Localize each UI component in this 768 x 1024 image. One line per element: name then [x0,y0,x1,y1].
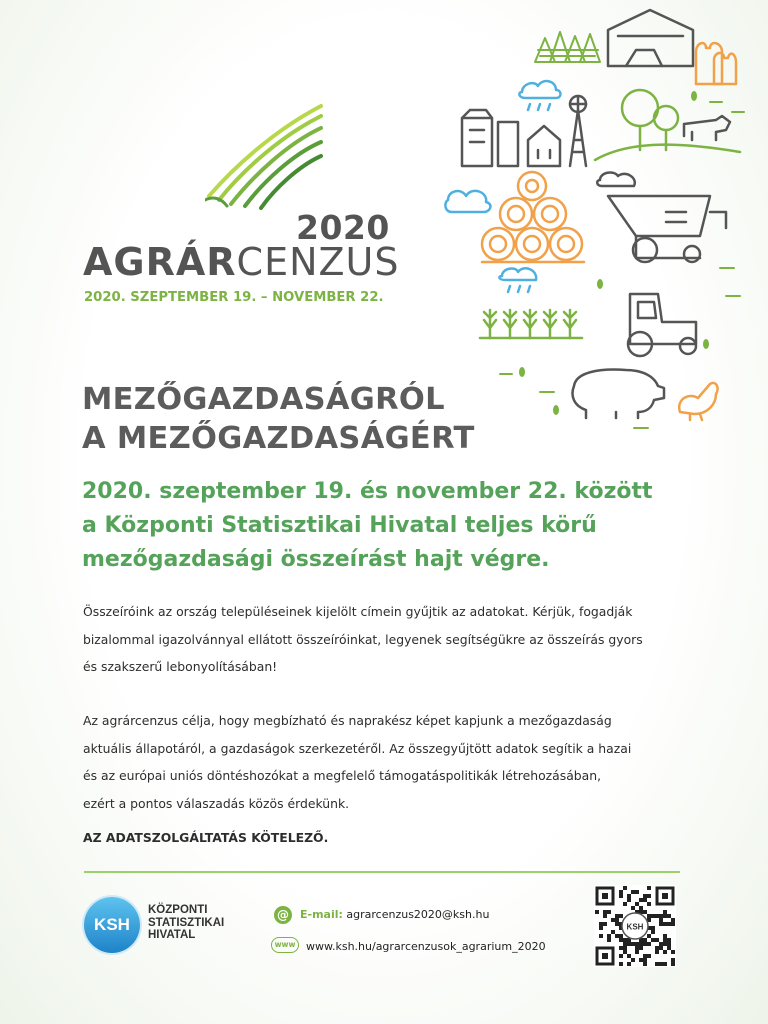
combine-harvester-icon [608,196,726,262]
chicken-icon [679,383,717,420]
logo-title-bold: AGRÁR [83,240,237,284]
cloud-rain-icon-2 [499,268,536,292]
ksh-logo-text: KSH [94,915,130,934]
logo-title-light: CENZUS [236,240,400,284]
silo-icon [462,110,518,166]
pig-icon [573,370,665,418]
qr-code-icon[interactable] [594,885,676,967]
paragraph-line: ezért a pontos válaszadás közös érdekünk. [83,795,350,811]
email-label: E-mail: [300,908,343,921]
subheadline-line-2: a Központi Statisztikai Hivatal teljes körű [82,513,597,538]
body-paragraph-2 [83,707,683,817]
windmill-icon [570,96,586,166]
orchard-icon [595,90,740,160]
email-link[interactable]: agrarcenzus2020@ksh.hu [346,908,490,921]
subheadline-line-1: 2020. szeptember 19. és november 22. között [82,479,653,504]
farm-illustration [440,0,768,440]
footer-divider [84,871,680,873]
trees-icon [535,32,600,62]
barn-icon [608,10,693,66]
logo-dates: 2020. SZEPTEMBER 19. – NOVEMBER 22. [84,290,384,305]
paragraph-line: és az európai uniós döntéshozókat a megfelelő támogatáspolitikák létrehozásában, [83,768,602,783]
headline-line-2: A MEZŐGAZDASÁGÉRT [82,421,475,456]
ksh-name-line: HIVATAL [148,929,196,941]
email-icon: @ [274,906,292,924]
grain-bags-icon [696,43,736,84]
logo-title [83,240,399,284]
logo-waves-icon [205,100,325,210]
ksh-name [148,904,224,942]
headline-line-1: MEZŐGAZDASÁGRÓL [82,382,445,417]
paragraph-line: és szakszerű lebonyolításában! [83,659,278,674]
house-icon [528,126,560,166]
mandatory-notice: AZ ADATSZOLGÁLTATÁS KÖTELEZŐ. [83,830,329,845]
logo-year: 2020 [296,208,390,247]
ksh-name-line: KÖZPONTI [148,904,208,916]
body-paragraph-1 [83,598,683,681]
hay-bales-icon [482,172,584,262]
cloud-rain-icon [519,81,560,110]
headline [82,380,475,458]
subheadline-line-3: mezőgazdasági összeírást hajt végre. [82,547,550,572]
tractor-icon [628,294,696,356]
qr-badge-text: KSH [626,922,644,932]
paragraph-line: aktuális állapotáról, a gazdaságok szerkezetéről. Az összegyűjtött adatok segítik a hazai [83,740,632,756]
website-link[interactable]: www.ksh.hu/agrarcenzusok_agrarium_2020 [306,940,546,953]
cow-icon [684,116,730,140]
paragraph-line: bizalommal igazolvánnyal ellátott összeíróinkat, legyenek segítségükre az összeírás gyors [83,631,643,647]
subheadline [82,475,653,577]
paragraph-line: Az agrárcenzus célja, hogy megbízható és naprakész képet kapjunk a mezőgazdaság [83,713,612,728]
ksh-logo[interactable] [84,897,140,953]
cloud-icon [445,191,490,212]
email-row [300,908,489,921]
paragraph-line: Összeíróink az ország településeinek kijelölt címein gyűjtik az adatokat. Kérjük, fogadják [83,604,633,619]
corn-field-icon [480,310,582,338]
ksh-name-line: STATISZTIKAI [148,916,225,929]
www-icon: www [271,937,299,953]
